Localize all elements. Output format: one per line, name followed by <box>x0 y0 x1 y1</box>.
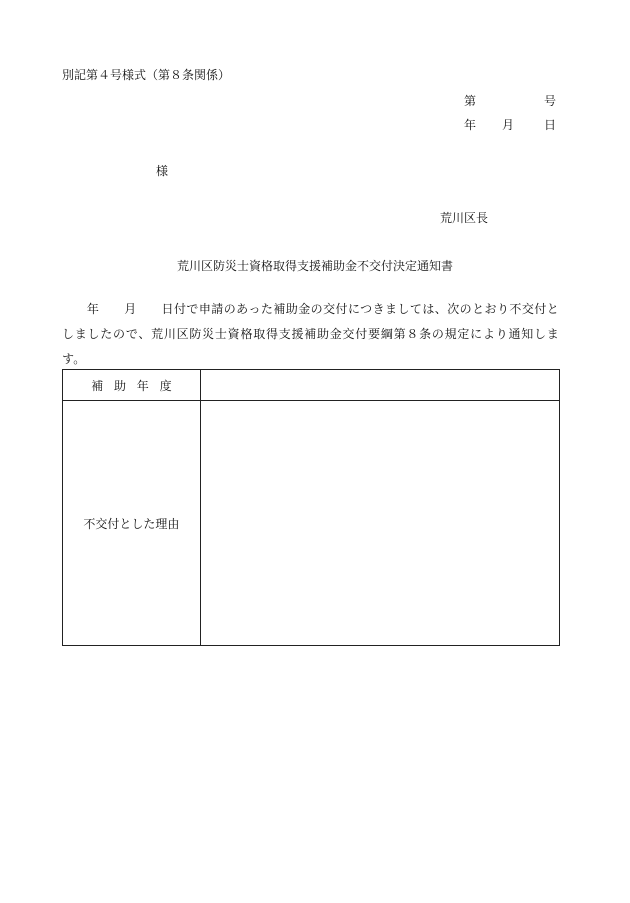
document-number <box>464 92 556 109</box>
addressee: 様 <box>156 164 169 178</box>
date-year: 年 <box>464 118 477 132</box>
document-title: 荒川区防災士資格取得支援補助金不交付決定通知書 <box>176 259 453 273</box>
notice-table <box>62 369 560 646</box>
table-row <box>63 370 560 401</box>
date-day: 日 <box>543 118 556 132</box>
reason-label: 不交付とした理由 <box>63 401 201 646</box>
issuer: 荒川区長 <box>440 211 489 225</box>
body-text: 年 月 日付で申請のあった補助金の交付につきましては、次のとおり不交付としましたので、荒川区防災士資格取得支援補助金交付要綱第８条の規定により通知します。 <box>62 302 559 366</box>
table-row <box>63 401 560 646</box>
reason-value <box>200 401 559 646</box>
subsidy-year-value <box>200 370 559 401</box>
date-month: 月 <box>502 118 515 132</box>
issue-date <box>464 116 556 133</box>
number-prefix: 第 <box>464 94 477 108</box>
subsidy-year-label: 補助年度 <box>63 370 201 401</box>
form-label: 別記第４号様式（第８条関係） <box>62 68 231 82</box>
number-suffix: 号 <box>543 94 556 108</box>
